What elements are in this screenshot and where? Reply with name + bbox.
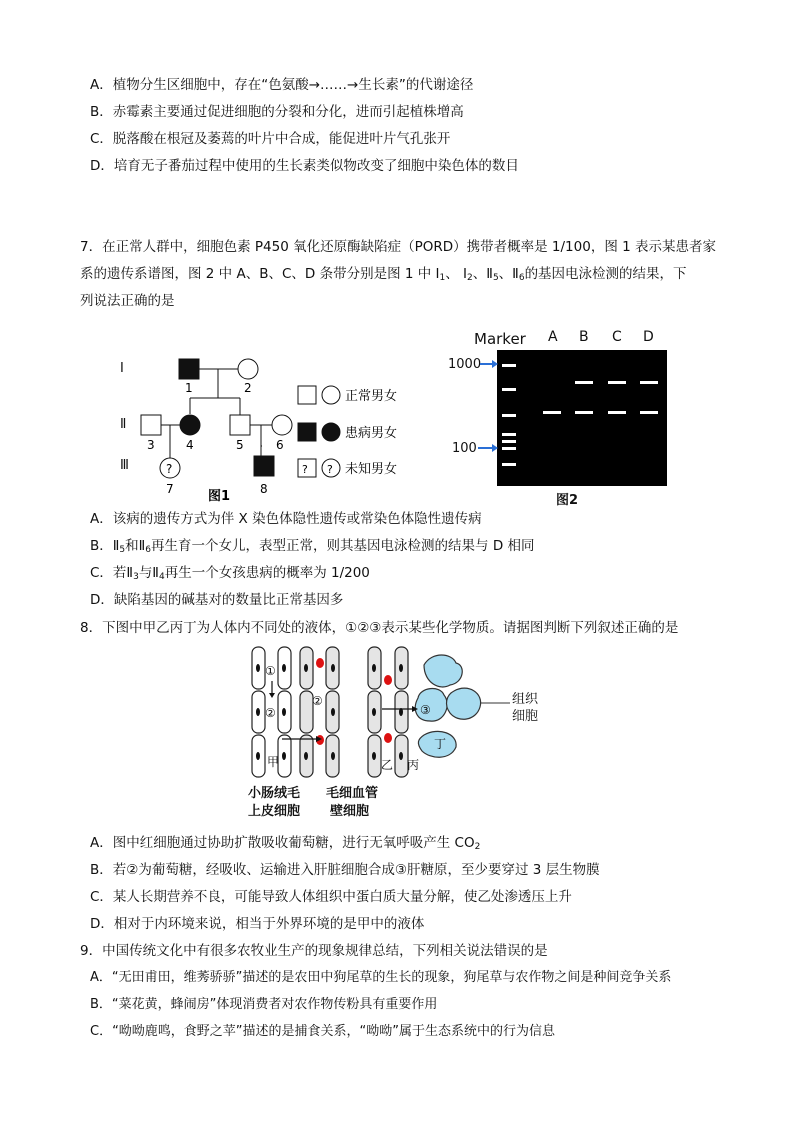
gel-figure: [448, 326, 678, 510]
lane-b-label: B: [579, 329, 589, 345]
svg-text:?: ?: [166, 462, 173, 476]
lane-c-band-1: [608, 381, 626, 384]
q6-option-d: D．培育无子番茄过程中使用的生长素类似物改变了细胞中染色体的数目: [90, 158, 519, 174]
q8-option-b: B．若②为葡萄糖，经吸收、运输进入肝脏细胞合成③肝糖原，至少要穿过 3 层生物膜: [90, 862, 600, 878]
individual-ii3-normal-male: [141, 415, 161, 435]
generation-2-label: Ⅱ: [120, 417, 127, 432]
svg-text:8: 8: [260, 482, 268, 496]
label-ding: 丁: [434, 737, 447, 751]
gel-background: [497, 350, 667, 486]
lane-d-band-1: [640, 381, 658, 384]
svg-text:7: 7: [166, 482, 174, 496]
q8-option-c: C．某人长期营养不良，可能导致人体组织中蛋白质大量分解，使乙处渗透压上升: [90, 889, 572, 905]
generation-1-label: Ⅰ: [120, 361, 124, 376]
caption-capillary-2: 壁细胞: [330, 804, 370, 819]
label-circle-1: ①: [265, 664, 276, 678]
q6-option-a: A．植物分生区细胞中，存在“色氨酸→……→生长素”的代谢途径: [90, 77, 474, 93]
svg-text:2: 2: [244, 381, 252, 395]
label-yi: 乙: [381, 758, 394, 772]
q7-option-c: C．若$Ⅱ_3$与$Ⅱ_4$再生一个女孩患病的概率为 1/200: [90, 565, 370, 582]
size-1000-label: 1000: [448, 357, 482, 372]
lane-b-band-1: [575, 381, 593, 384]
pedigree-figure: [112, 348, 442, 508]
label-bing: 丙: [407, 758, 420, 772]
red-blood-cell: [384, 675, 392, 685]
q8-stem: 8．下图中甲乙丙丁为人体内不同处的液体，①②③表示某些化学物质。请据图判断下列叙述正确的是: [80, 620, 679, 636]
svg-text:?: ?: [302, 463, 308, 476]
generation-3-label: Ⅲ: [120, 458, 129, 473]
q7-stem-line3: 列说法正确的是: [80, 293, 175, 309]
caption-epithelial-1: 小肠绒毛: [248, 786, 301, 801]
lane-a-band-1: [543, 411, 561, 414]
red-blood-cell: [316, 658, 324, 668]
individual-iii8-affected-male: [254, 456, 274, 476]
svg-text:5: 5: [236, 438, 244, 452]
label-tissue-line2: 细胞: [512, 709, 539, 724]
q9-option-a: A．“无田甫田，维莠骄骄”描述的是农田中狗尾草的生长的现象，狗尾草与农作物之间是种间竞争关系: [90, 970, 672, 985]
q8-option-d: D．相对于内环境来说，相当于外界环境的是甲中的液体: [90, 916, 425, 932]
figure1-caption: 图1: [208, 489, 231, 504]
legend-affected-label: 患病男女: [345, 426, 398, 441]
individual-ii4-affected-female: [180, 415, 200, 435]
caption-capillary-1: 毛细血管: [326, 786, 379, 801]
lane-d-label: D: [643, 329, 654, 345]
label-circle-2b: ②: [312, 694, 323, 708]
figure2-caption: 图2: [556, 493, 579, 508]
q8-option-a: A．图中红细胞通过协助扩散吸收葡萄糖，进行无氧呼吸产生 $CO_2$: [90, 835, 481, 852]
individual-ii5-normal-male: [230, 415, 250, 435]
size-100-label: 100: [452, 441, 477, 456]
caption-epithelial-2: 上皮细胞: [248, 804, 301, 819]
q7-option-a: A．该病的遗传方式为伴 X 染色体隐性遗传或常染色体隐性遗传病: [90, 511, 482, 527]
q9-stem: 9．中国传统文化中有很多农牧业生产的现象规律总结，下列相关说法错误的是: [80, 943, 548, 959]
marker-label: Marker: [474, 330, 526, 348]
individual-i1-affected-male: [179, 359, 199, 379]
lane-d-band-2: [640, 411, 658, 414]
q7-option-d: D．缺陷基因的碱基对的数量比正常基因多: [90, 592, 344, 608]
lane-c-label: C: [612, 329, 622, 345]
q9-option-c: C．“呦呦鹿鸣，食野之苹”描述的是捕食关系，“呦呦”属于生态系统中的行为信息: [90, 1024, 556, 1039]
lane-b-band-2: [575, 411, 593, 414]
q6-option-b: B．赤霉素主要通过促进细胞的分裂和分化，进而引起植株增高: [90, 104, 464, 120]
svg-text:6: 6: [276, 438, 284, 452]
svg-text:1: 1: [185, 381, 193, 395]
svg-text:?: ?: [327, 463, 333, 476]
lane-c-band-2: [608, 411, 626, 414]
svg-text:3: 3: [147, 438, 155, 452]
label-jia: 甲: [267, 755, 280, 769]
svg-text:4: 4: [186, 438, 194, 452]
q9-option-b: B．“菜花黄，蜂闹房”体现消费者对农作物传粉具有重要作用: [90, 997, 438, 1012]
q6-option-c: C．脱落酸在根冠及萎蔫的叶片中合成，能促进叶片气孔张开: [90, 131, 451, 147]
red-blood-cell: [384, 733, 392, 743]
legend-normal-label: 正常男女: [345, 389, 398, 404]
q7-stem-line2: 系的遗传系谱图，图 2 中 A、B、C、D 条带分别是图 1 中 $Ⅰ_1$、 $Ⅰ_2$、$Ⅱ_5$、$Ⅱ_6$的基因电泳检测的结果，下: [80, 266, 687, 283]
label-circle-3: ③: [420, 703, 431, 717]
body-fluid-figure: [244, 643, 564, 823]
individual-i2-normal-female: [238, 359, 258, 379]
q7-option-b: B．$Ⅱ_5$和$Ⅱ_6$再生育一个女儿，表型正常，则其基因电泳检测的结果与 D 相同: [90, 538, 535, 555]
legend-unknown-label: 未知男女: [345, 462, 398, 477]
label-tissue-line1: 组织: [512, 692, 539, 707]
individual-ii6-normal-female: [272, 415, 292, 435]
lane-a-label: A: [548, 329, 558, 345]
label-circle-2: ②: [265, 706, 276, 720]
q7-stem-line1: 7．在正常人群中，细胞色素 P450 氧化还原酶缺陷症（PORD）携带者概率是 1/100，图 1 表示某患者家: [80, 239, 716, 255]
